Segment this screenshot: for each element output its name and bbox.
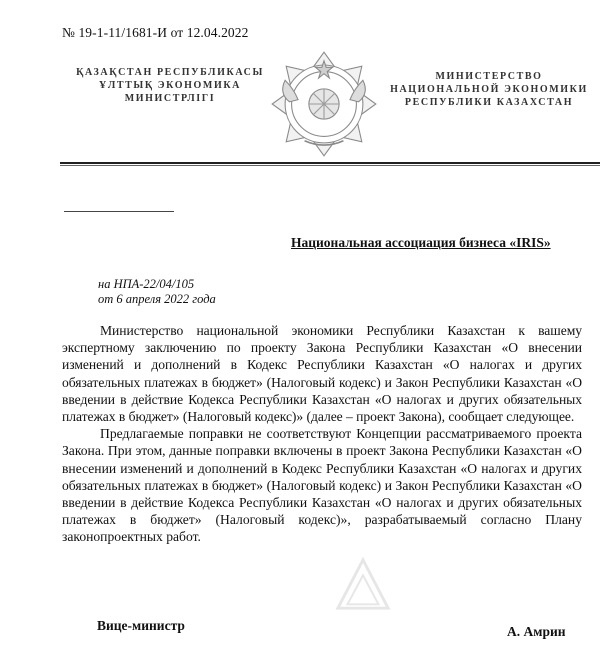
- ministry-name-kazakh: [70, 66, 270, 105]
- ministry-name-russian: [378, 70, 600, 109]
- registration-number: № 19-1-11/1681-И от 12.04.2022: [62, 25, 249, 40]
- state-emblem-icon: [270, 50, 378, 158]
- reference-date: от 6 апреля 2022 года: [98, 292, 216, 306]
- body-paragraph: Министерство национальной экономики Республики Казахстан к вашему экспертному заключению по проекту Закона Республики Казахстан «О внесении изменений и дополнений в Кодекс Республики Казахстан «О налогах и других обязательных платежах в бюджет» (Налоговый кодекс) и Закон Республики Казахстан «О введении в действие Кодекса Республики Казахстан «О налогах и других обязательных платежах в бюджет» (Налоговый кодекс)» (далее – проект Закона), сообщает следующее.: [62, 323, 582, 425]
- letter-body: [62, 322, 582, 546]
- registration-blank-line: [64, 211, 174, 212]
- recipient: Национальная ассоциация бизнеса «IRIS»: [291, 235, 551, 250]
- body-paragraph: Предлагаемые поправки не соответствуют Концепции рассматриваемого проекта Закона. При этом, данные поправки включены в проект Закона Республики Казахстан «О внесении изменений и дополнений в Кодекс Республики Казахстан «О налогах и других обязательных платежах в бюджет» (Налоговый кодекс) и Закон Республики Казахстан «О введении в действие Кодекса Республики Казахстан «О налогах и других обязательных платежах в бюджет» (Налоговый кодекс)», разрабатываемый согласно Плану законопроектных работ.: [62, 426, 582, 545]
- ministry-kz-line: МИНИСТРЛІГІ: [124, 93, 216, 104]
- letterhead-divider-thin: [60, 165, 600, 166]
- reference-number: на НПА-22/04/105: [98, 277, 195, 291]
- ministry-kz-line: ҰЛТТЫҚ ЭКОНОМИКА: [99, 80, 241, 91]
- signatory-title: Вице-министр: [97, 618, 185, 633]
- ministry-ru-line: РЕСПУБЛИКИ КАЗАХСТАН: [404, 97, 574, 108]
- ministry-kz-line: ҚАЗАҚСТАН РЕСПУБЛИКАСЫ: [76, 67, 264, 78]
- signatory-name: А. Амрин: [507, 624, 566, 639]
- letterhead-divider: [60, 162, 600, 164]
- stamp-watermark-icon: [334, 556, 392, 614]
- ministry-ru-line: НАЦИОНАЛЬНОЙ ЭКОНОМИКИ: [390, 84, 588, 95]
- ministry-ru-line: МИНИСТЕРСТВО: [435, 71, 543, 82]
